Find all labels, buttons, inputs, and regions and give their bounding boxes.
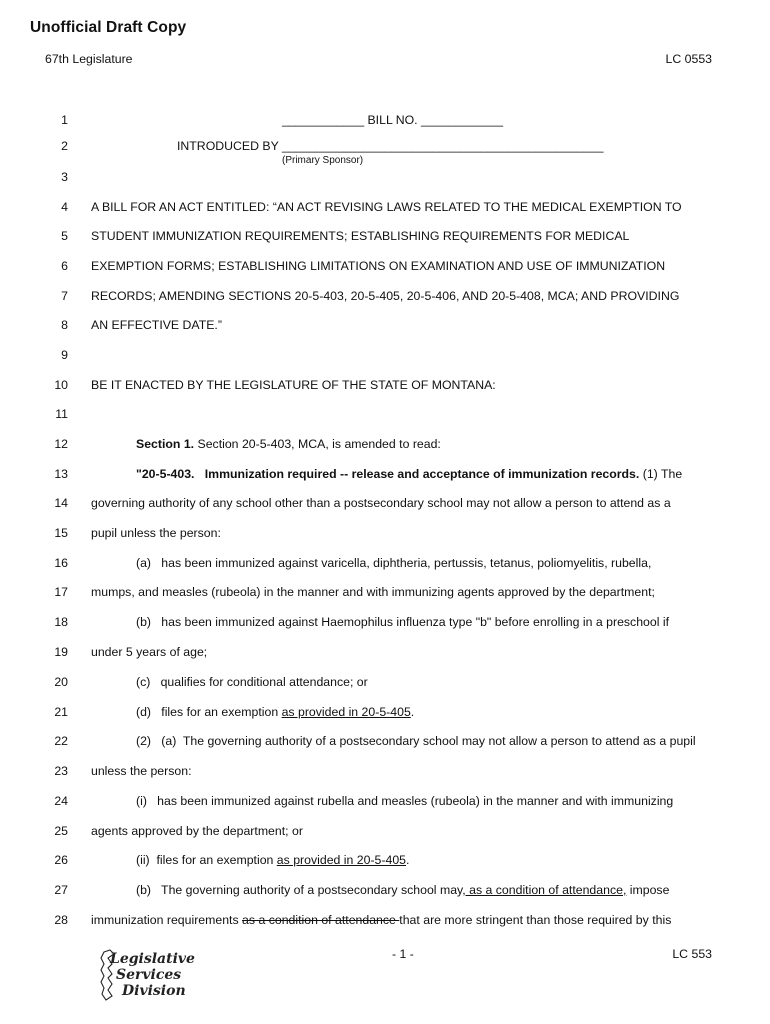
line-number: 11 [55,407,68,421]
line-text: AN EFFECTIVE DATE.” [91,318,222,332]
line-number: 1 [61,113,68,127]
bill-line [0,318,770,336]
line-number: 8 [61,318,68,332]
bill-line [0,645,770,663]
line-text-rest: (1) The [639,467,683,481]
line-text-a: (ii) files for an exemption [136,853,277,867]
bill-line [0,585,770,603]
bill-line [0,764,770,782]
bill-line [0,139,770,157]
bill-line [0,113,770,131]
bill-line [0,615,770,633]
line-text: EXEMPTION FORMS; ESTABLISHING LIMITATIONS ON EXAMINATION AND USE OF IMMUNIZATION [91,259,666,273]
bill-line [0,853,770,871]
line-text: RECORDS; AMENDING SECTIONS 20-5-403, 20-5-405, 20-5-406, AND 20-5-408, MCA; AND PROVIDING [91,289,680,303]
bill-line [0,913,770,931]
line-number: 28 [54,913,68,927]
bill-line [0,378,770,396]
line-text-b: impose [626,883,670,897]
line-text: pupil unless the person: [91,526,221,540]
lc-number: LC 0553 [665,52,712,66]
line-number: 12 [54,437,68,451]
line-number: 26 [54,853,68,867]
bill-number: ____________ BILL NO. ____________ [282,113,504,127]
stricken-text: as a condition of attendance [242,913,400,927]
line-text: BE IT ENACTED BY THE LEGISLATURE OF THE STATE OF MONTANA: [91,378,496,392]
line-number: 5 [61,229,68,243]
primary-sponsor-label: (Primary Sponsor) [282,155,364,166]
line-number: 10 [54,378,68,392]
line-text: (c) qualifies for conditional attendance; or [136,675,368,689]
line-number: 14 [54,496,68,510]
bill-line [0,526,770,544]
line-text [136,437,441,451]
bill-line [0,348,770,366]
line-number: 16 [54,556,68,570]
legislative-services-division-logo [98,946,198,1002]
footer-lc-number: LC 553 [672,947,712,961]
line-number: 13 [54,467,68,481]
inserted-text: as provided in 20-5-405 [276,853,406,867]
line-text-rest: Section 20-5-403, MCA, is amended to read: [194,437,441,451]
bill-line [0,556,770,574]
line-text: (a) has been immunized against varicella, diphtheria, pertussis, tetanus, poliomyelitis, rubella, [136,556,652,570]
line-number: 9 [61,348,68,362]
bill-line [0,437,770,455]
line-number: 4 [61,200,68,214]
section-title: "20-5-403. Immunization required -- release and acceptance of immunization records. [136,467,640,481]
bill-line [0,824,770,842]
page-number: - 1 - [392,947,414,961]
bill-line [0,200,770,218]
line-number: 6 [61,259,68,273]
bill-line [0,496,770,514]
line-number: 7 [61,289,68,303]
line-text: unless the person: [91,764,192,778]
line-number: 22 [54,734,68,748]
line-number: 18 [54,615,68,629]
line-number: 25 [54,824,68,838]
legislature-label: 67th Legislature [45,52,133,66]
line-number: 3 [61,170,68,184]
logo-word-division: Division [122,983,186,999]
line-text-a: immunization requirements [91,913,243,927]
section-heading: Section 1. [136,437,195,451]
line-number: 24 [54,794,68,808]
line-text: governing authority of any school other than a postsecondary school may not allow a person to attend as a [91,496,671,510]
line-text-b: . [410,705,415,719]
line-text-a: (b) The governing authority of a postsecondary school may [136,883,463,897]
line-text [91,913,671,927]
line-text-b: that are more stringent than those required by this [399,913,672,927]
bill-line [0,734,770,752]
bill-line [0,170,770,188]
line-text-a: (d) files for an exemption [136,705,282,719]
line-text [136,883,669,897]
line-number: 23 [54,764,68,778]
line-number: 21 [54,705,68,719]
bill-line [0,883,770,901]
logo-word-legislative: Legislative [110,951,195,967]
line-number: 2 [61,139,68,153]
line-text: (b) has been immunized against Haemophilus influenza type "b" before enrolling in a preschool if [136,615,670,629]
line-text: (2) (a) The governing authority of a postsecondary school may not allow a person to attend as a pupil [136,734,696,748]
line-number: 19 [54,645,68,659]
bill-line [0,467,770,485]
line-text [136,705,414,719]
line-text: agents approved by the department; or [91,824,303,838]
line-text: STUDENT IMMUNIZATION REQUIREMENTS; ESTABLISHING REQUIREMENTS FOR MEDICAL [91,229,630,243]
bill-line [0,705,770,723]
logo-word-services: Services [116,967,182,983]
inserted-text: , as a condition of attendance, [462,883,627,897]
line-number: 17 [54,585,68,599]
line-text: mumps, and measles (rubeola) in the manner and with immunizing agents approved by the department; [91,585,655,599]
line-text-b: . [406,853,410,867]
inserted-text: as provided in 20-5-405 [281,705,411,719]
line-number: 27 [54,883,68,897]
bill-line [0,794,770,812]
line-text: (i) has been immunized against rubella and measles (rubeola) in the manner and with immunizing [136,794,674,808]
line-number: 20 [54,675,68,689]
bill-line [0,229,770,247]
bill-line [0,675,770,693]
line-text: under 5 years of age; [91,645,208,659]
line-text: A BILL FOR AN ACT ENTITLED: “AN ACT REVISING LAWS RELATED TO THE MEDICAL EXEMPTION TO [91,200,682,214]
line-number: 15 [54,526,68,540]
bill-line [0,259,770,277]
bill-line [0,289,770,307]
line-text [136,853,409,867]
introduced-by: INTRODUCED BY _______________________________________________ [177,139,604,153]
line-text [136,467,682,481]
draft-title: Unofficial Draft Copy [30,19,187,36]
bill-line [0,407,770,425]
